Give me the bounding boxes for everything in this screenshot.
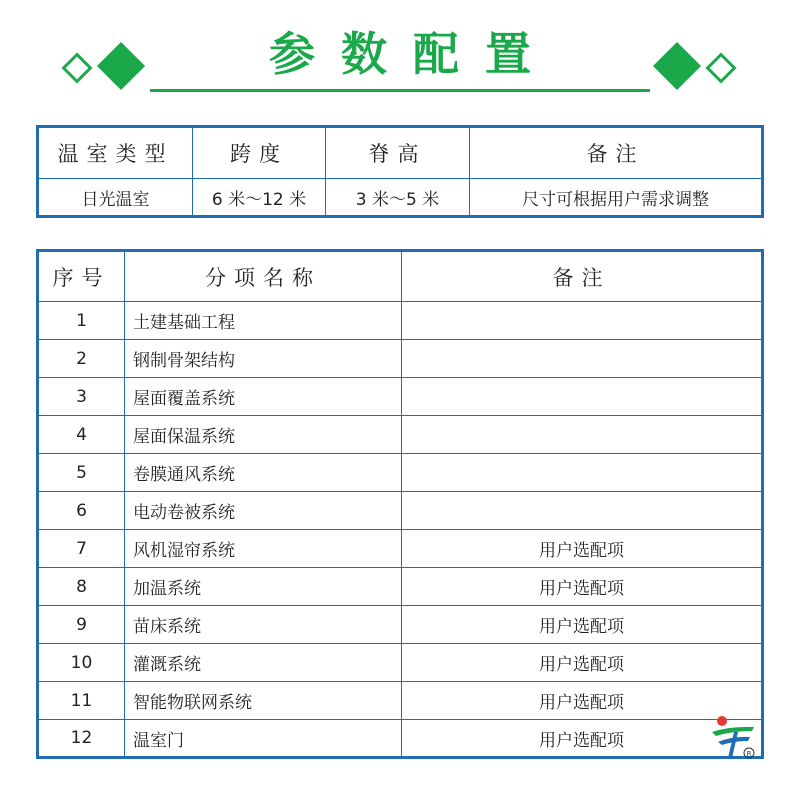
table-row [38, 340, 763, 378]
svg-text:R: R [746, 750, 752, 758]
diamond-solid-icon [97, 42, 145, 90]
header-item-remark: 备注 [402, 251, 763, 302]
row-item-name: 智能物联网系统 [125, 682, 402, 720]
row-item-name: 土建基础工程 [125, 302, 402, 340]
row-remark: 用户选配项 [402, 568, 763, 606]
row-index: 10 [38, 644, 125, 682]
row-index: 5 [38, 454, 125, 492]
row-remark: 用户选配项 [402, 644, 763, 682]
table-row [38, 644, 763, 682]
row-item-name: 电动卷被系统 [125, 492, 402, 530]
row-remark [402, 416, 763, 454]
row-index: 9 [38, 606, 125, 644]
row-remark [402, 340, 763, 378]
row-index: 3 [38, 378, 125, 416]
header-index: 序号 [38, 251, 125, 302]
diamond-outline-icon [705, 52, 736, 83]
row-item-name: 加温系统 [125, 568, 402, 606]
row-remark: 用户选配项 [402, 606, 763, 644]
title-underline [150, 89, 650, 92]
header-span: 跨度 [193, 127, 326, 179]
table-row [38, 378, 763, 416]
row-remark [402, 454, 763, 492]
row-item-name: 屋面保温系统 [125, 416, 402, 454]
row-item-name: 风机湿帘系统 [125, 530, 402, 568]
spec-value-row [38, 179, 763, 217]
table-row [38, 530, 763, 568]
page-title: 参数配置 [269, 27, 557, 81]
row-remark [402, 302, 763, 340]
row-index: 6 [38, 492, 125, 530]
row-index: 1 [38, 302, 125, 340]
row-remark [402, 378, 763, 416]
row-remark [402, 492, 763, 530]
row-item-name: 灌溉系统 [125, 644, 402, 682]
row-index: 8 [38, 568, 125, 606]
items-header-row [38, 251, 763, 302]
table-row [38, 568, 763, 606]
row-index: 7 [38, 530, 125, 568]
table-row [38, 416, 763, 454]
spec-table [36, 125, 764, 218]
header-item-name: 分项名称 [125, 251, 402, 302]
row-remark: 用户选配项 [402, 720, 763, 758]
table-row [38, 682, 763, 720]
row-index: 4 [38, 416, 125, 454]
remark-value: 尺寸可根据用户需求调整 [470, 179, 763, 217]
diamond-outline-icon [61, 52, 92, 83]
row-item-name: 温室门 [125, 720, 402, 758]
row-item-name: 卷膜通风系统 [125, 454, 402, 492]
table-row [38, 606, 763, 644]
table-row [38, 720, 763, 758]
ridge-height-value: 3 米～5 米 [326, 179, 470, 217]
span-value: 6 米～12 米 [193, 179, 326, 217]
header-ridge-height: 脊高 [326, 127, 470, 179]
table-row [38, 492, 763, 530]
row-index: 12 [38, 720, 125, 758]
diamond-solid-icon [653, 42, 701, 90]
table-row [38, 302, 763, 340]
row-remark: 用户选配项 [402, 682, 763, 720]
brand-logo-icon [708, 712, 758, 762]
row-item-name: 钢制骨架结构 [125, 340, 402, 378]
row-remark: 用户选配项 [402, 530, 763, 568]
row-item-name: 屋面覆盖系统 [125, 378, 402, 416]
spec-header-row [38, 127, 763, 179]
header-greenhouse-type: 温室类型 [38, 127, 193, 179]
row-index: 11 [38, 682, 125, 720]
greenhouse-type-value: 日光温室 [38, 179, 193, 217]
row-index: 2 [38, 340, 125, 378]
table-row [38, 454, 763, 492]
items-table [36, 249, 764, 759]
header-remark: 备注 [470, 127, 763, 179]
row-item-name: 苗床系统 [125, 606, 402, 644]
